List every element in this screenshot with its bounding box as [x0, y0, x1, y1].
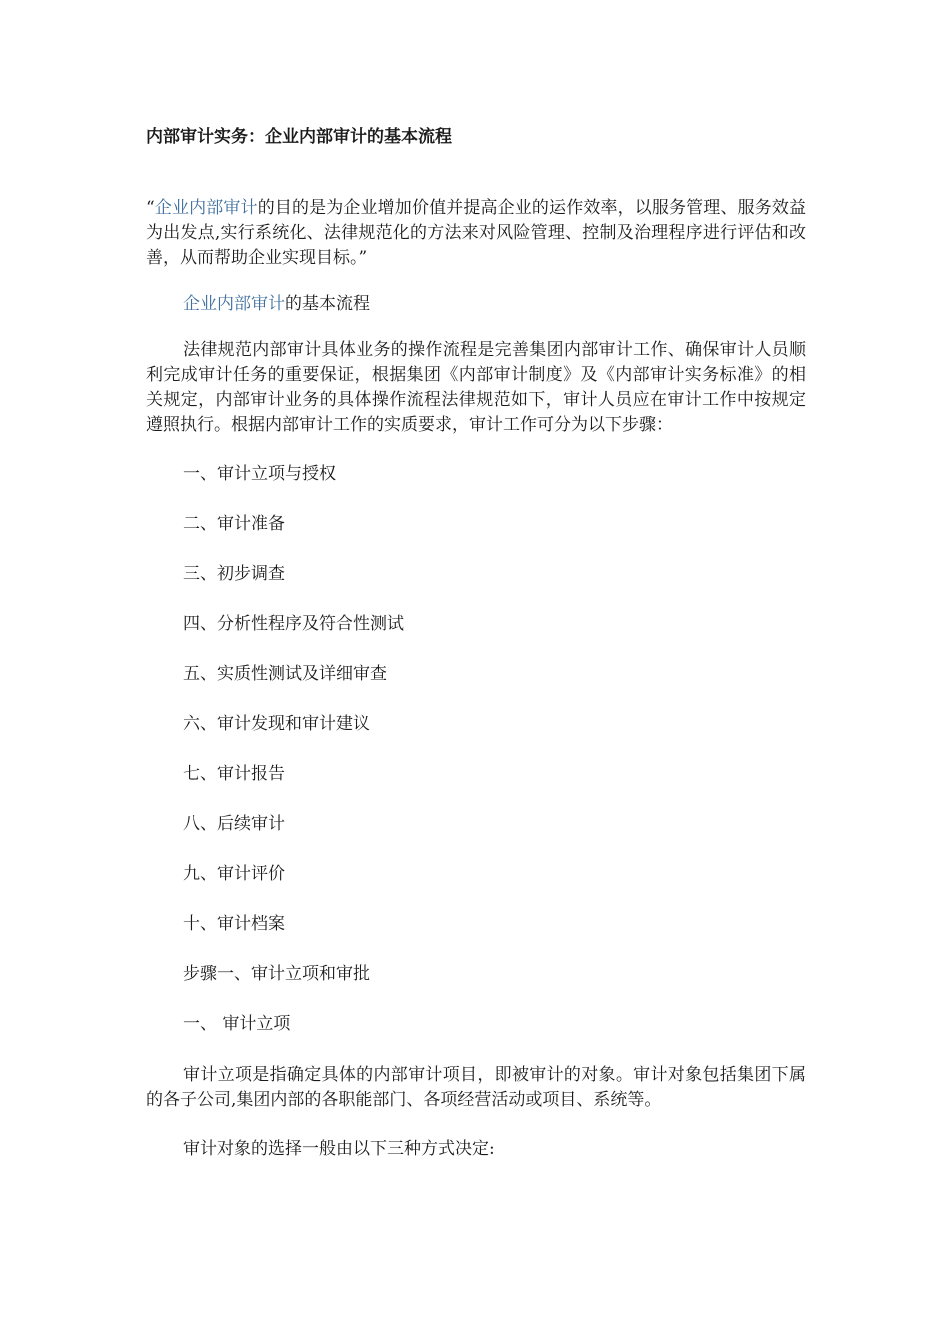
list-item: 九、审计评价: [183, 864, 285, 884]
list-item: 三、初步调查: [183, 564, 285, 584]
steps-list: [146, 462, 806, 937]
list-item: 七、审计报告: [183, 764, 285, 784]
list-item: 十、审计档案: [183, 914, 285, 934]
list-item: 八、后续审计: [183, 814, 285, 834]
intro-open-quote: “: [146, 198, 155, 218]
document-page: [146, 124, 806, 1162]
list-item: 六、审计发现和审计建议: [183, 714, 370, 734]
list-item: 五、实质性测试及详细审查: [183, 664, 387, 684]
intro-text: 的目的是为企业增加价值并提高企业的运作效率，以服务管理、服务效益为出发点,实行系统化、法律规范化的方法来对风险管理、控制及治理程序进行评估和改善，从而帮助企业实现目标。”: [146, 198, 807, 268]
section-subhead: [146, 292, 806, 317]
subhead-link-enterprise-audit[interactable]: 企业内部审计: [183, 294, 285, 314]
step1-heading: 步骤一、审计立项和审批: [183, 964, 370, 984]
document-title: 内部审计实务：企业内部审计的基本流程: [146, 127, 452, 147]
intro-paragraph: [146, 196, 806, 271]
list-item: 四、分析性程序及符合性测试: [183, 614, 404, 634]
paragraph-audit-project-definition: 审计立项是指确定具体的内部审计项目，即被审计的对象。审计对象包括集团下属的各子公司,集团内部的各职能部门、各项经营活动或项目、系统等。: [146, 1065, 806, 1110]
subhead-text: 的基本流程: [285, 294, 370, 314]
paragraph-audit-object-selection: 审计对象的选择一般由以下三种方式决定:: [183, 1139, 495, 1159]
list-item: 二、审计准备: [183, 514, 285, 534]
paragraph-procedure-overview: 法律规范内部审计具体业务的操作流程是完善集团内部审计工作、确保审计人员顺利完成审计任务的重要保证，根据集团《内部审计制度》及《内部审计实务标准》的相关规定，内部审计业务的具体操作流程法律规范如下，审计人员应在审计工作中按规定遵照执行。根据内部审计工作的实质要求，审计工作可分为以下步骤：: [146, 340, 806, 435]
sub-heading-audit-project: 一、 审计立项: [183, 1014, 291, 1034]
list-item: 一、审计立项与授权: [183, 464, 336, 484]
intro-link-enterprise-audit[interactable]: 企业内部审计: [154, 198, 258, 218]
